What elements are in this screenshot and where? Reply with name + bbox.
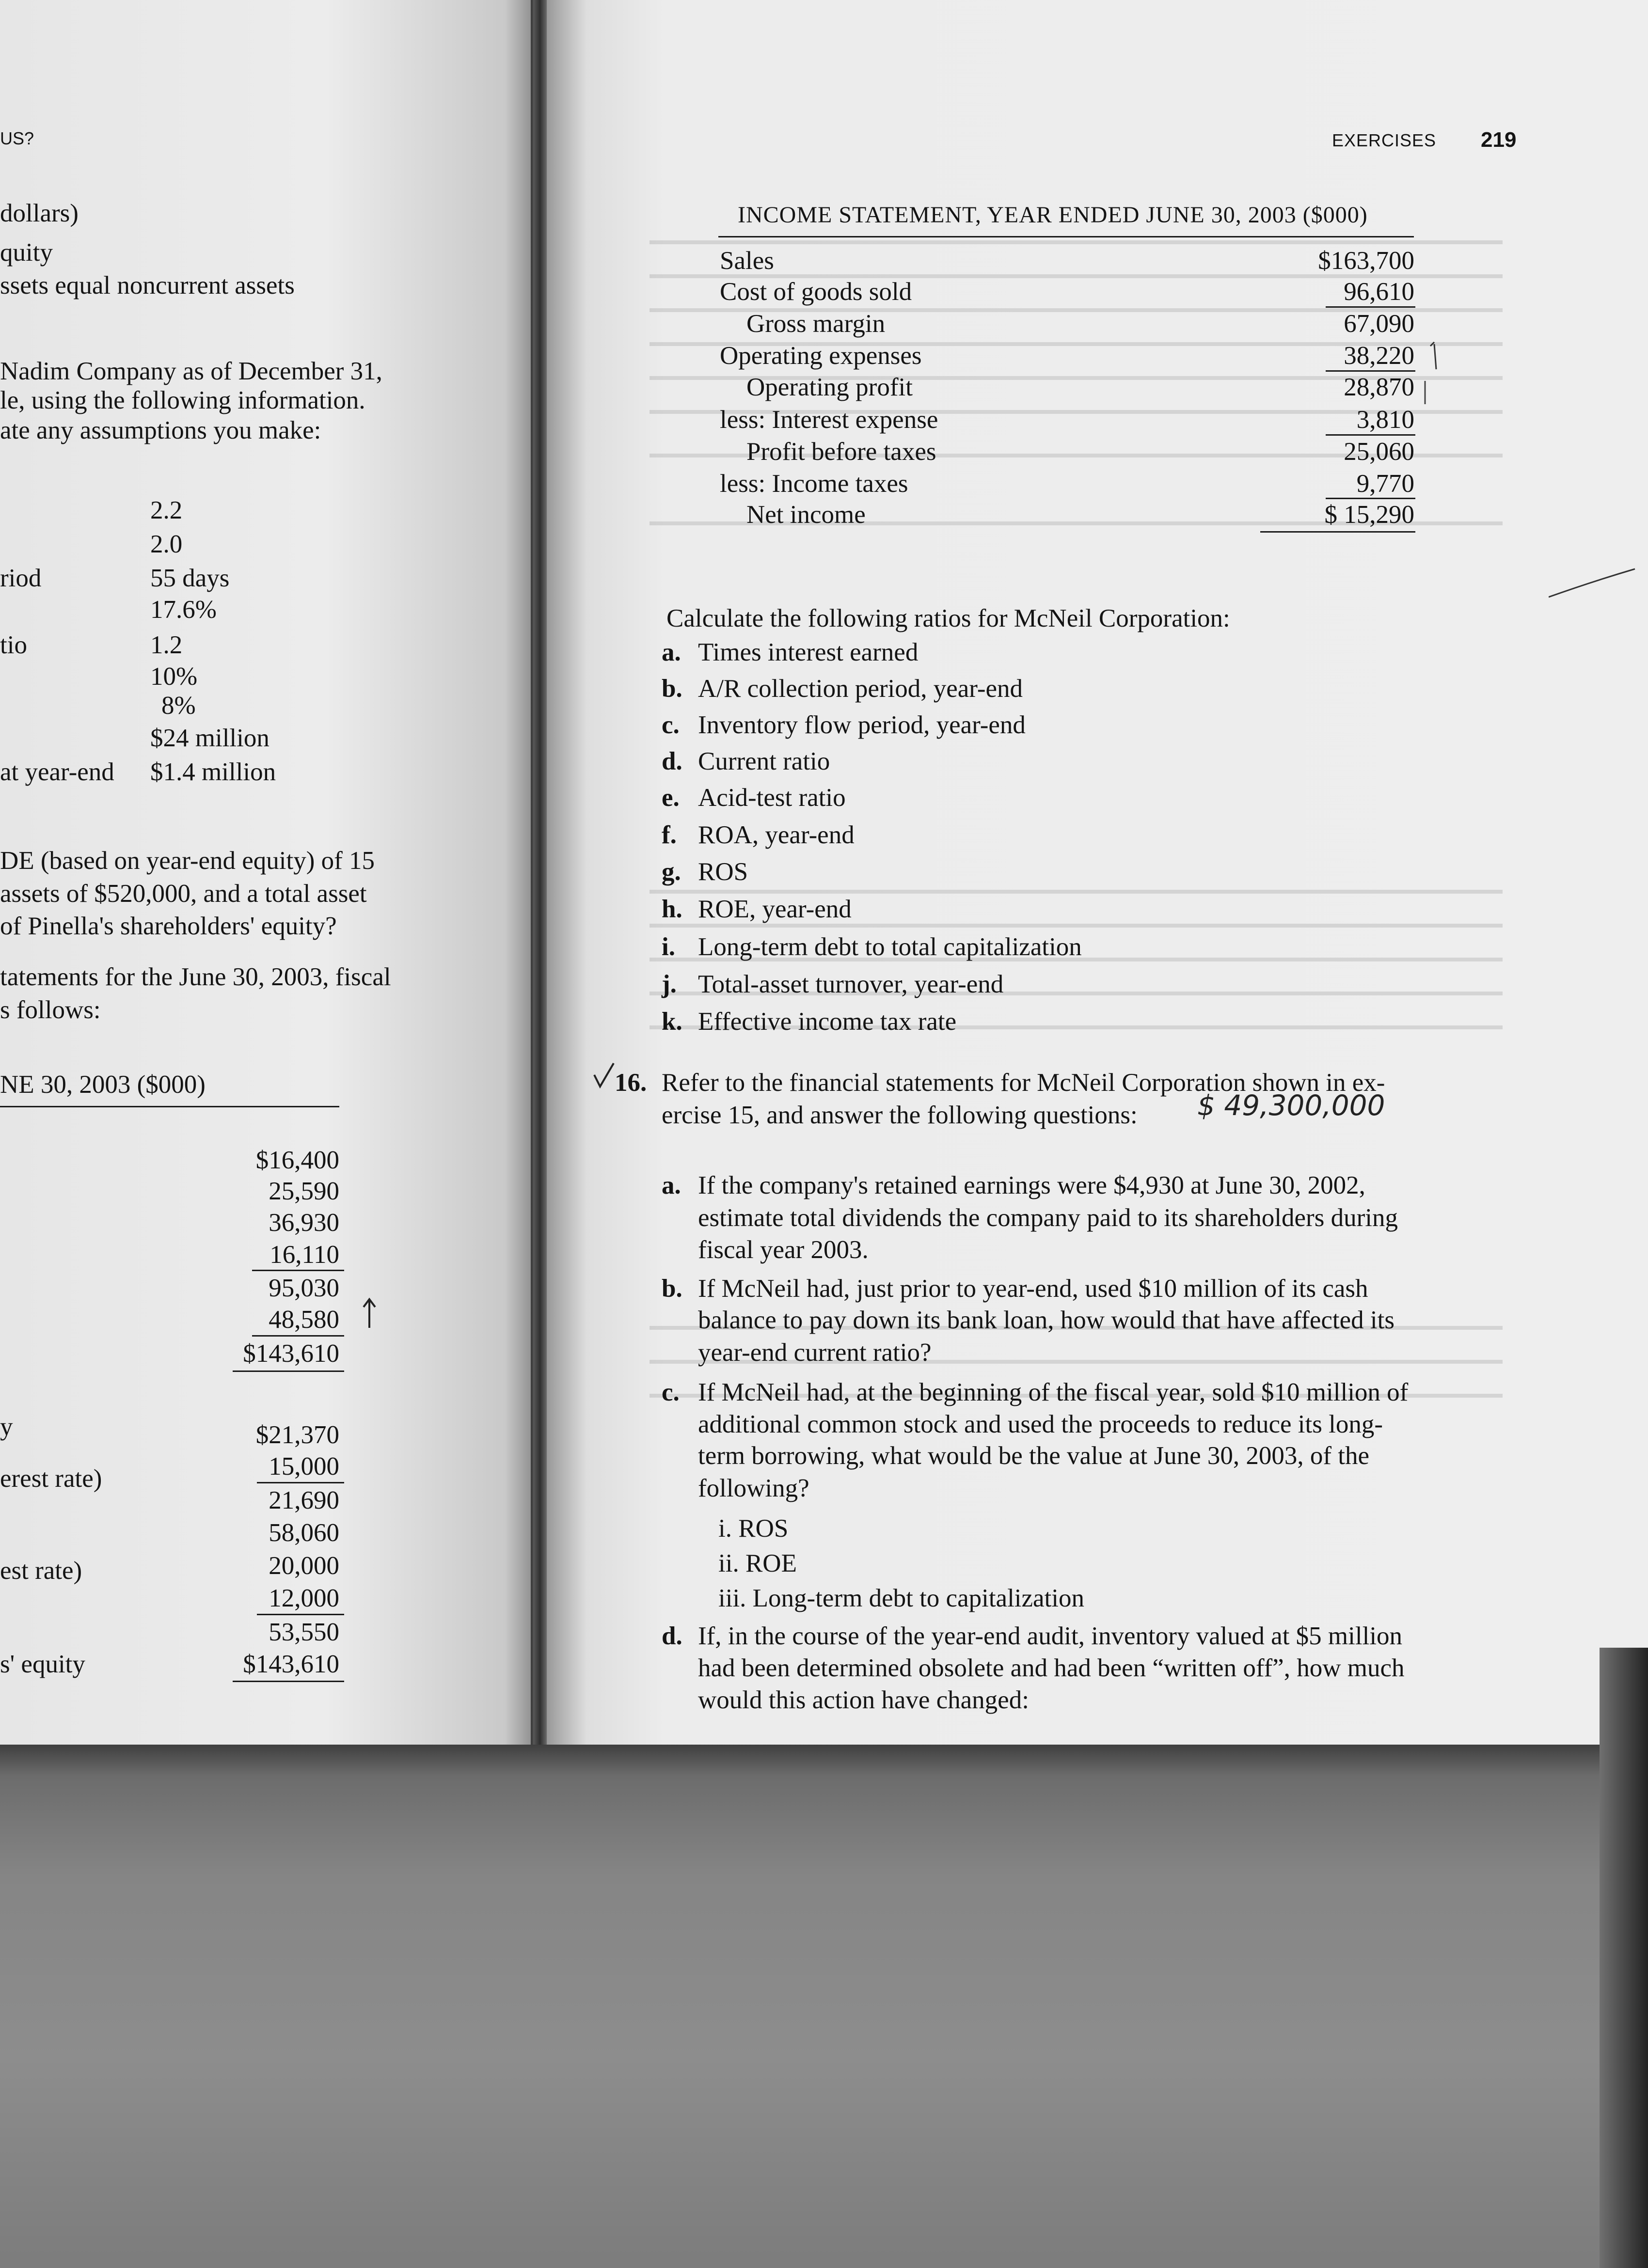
liability-value: $143,610 bbox=[243, 1650, 339, 1678]
statement-value: $163,700 bbox=[1318, 247, 1414, 275]
sum-rule bbox=[257, 1482, 344, 1483]
left-text-line: le, using the following information. bbox=[0, 386, 365, 414]
part-text: term borrowing, what would be the value at June 30, 2003, of the bbox=[698, 1442, 1370, 1470]
ratio-letter: a. bbox=[662, 638, 681, 666]
question-number: 16. bbox=[615, 1069, 647, 1097]
asset-value: 36,930 bbox=[269, 1209, 339, 1237]
asset-value: $143,610 bbox=[243, 1339, 339, 1368]
left-text-line: assets of $520,000, and a total asset bbox=[0, 880, 367, 908]
sub-item: ii. ROE bbox=[718, 1549, 797, 1577]
ratio-item: ROE, year-end bbox=[698, 895, 852, 923]
liability-value: 21,690 bbox=[269, 1486, 339, 1514]
ratio-item: Times interest earned bbox=[698, 638, 919, 666]
statement-label: Operating expenses bbox=[720, 342, 922, 370]
part-text: If McNeil had, at the beginning of the fiscal year, sold $10 million of bbox=[698, 1378, 1409, 1406]
ratio-item: A/R collection period, year-end bbox=[698, 675, 1023, 703]
left-row-label: at year-end bbox=[0, 758, 114, 786]
question-text: ercise 15, and answer the following questions: bbox=[662, 1101, 1138, 1129]
left-row-label: s' equity bbox=[0, 1650, 85, 1678]
ratio-item: Inventory flow period, year-end bbox=[698, 711, 1026, 739]
asset-value: 95,030 bbox=[269, 1274, 339, 1302]
ratio-item: ROS bbox=[698, 858, 748, 886]
running-head: EXERCISES bbox=[1332, 130, 1437, 150]
statement-label: less: Income taxes bbox=[720, 470, 908, 498]
part-letter: d. bbox=[662, 1622, 682, 1650]
page-number: 219 bbox=[1481, 128, 1517, 152]
table-rule bbox=[0, 1106, 339, 1107]
ratio-item: Total-asset turnover, year-end bbox=[698, 970, 1004, 998]
ratio-item: Effective income tax rate bbox=[698, 1008, 957, 1036]
pencil-check-mark bbox=[592, 1061, 617, 1090]
part-text: year-end current ratio? bbox=[698, 1339, 932, 1367]
part-text: If, in the course of the year-end audit, inventory valued at $5 million bbox=[698, 1622, 1403, 1650]
part-text: following? bbox=[698, 1474, 809, 1502]
ratio-item: ROA, year-end bbox=[698, 821, 855, 849]
statement-value: 67,090 bbox=[1344, 310, 1414, 338]
left-text-line: quity bbox=[0, 238, 53, 267]
liability-value: $21,370 bbox=[255, 1421, 339, 1449]
statement-value: 28,870 bbox=[1344, 373, 1414, 401]
statement-label: Net income bbox=[746, 501, 866, 529]
ratio-letter: c. bbox=[662, 711, 680, 739]
left-row-value: $24 million bbox=[150, 724, 269, 752]
sub-item: iii. Long-term debt to capitalization bbox=[718, 1584, 1085, 1612]
statement-value: 3,810 bbox=[1356, 406, 1414, 434]
left-row-value: 17.6% bbox=[150, 596, 217, 624]
liability-value: 20,000 bbox=[269, 1552, 339, 1580]
left-row-value: 2.2 bbox=[150, 496, 183, 524]
left-row-value: 8% bbox=[161, 692, 196, 720]
ratio-item: Long-term debt to total capitalization bbox=[698, 933, 1082, 961]
part-text: If McNeil had, just prior to year-end, used $10 million of its cash bbox=[698, 1275, 1368, 1303]
asset-value: 25,590 bbox=[269, 1177, 339, 1205]
book-gutter bbox=[533, 0, 547, 1774]
part-text: fiscal year 2003. bbox=[698, 1236, 869, 1264]
asset-value: $16,400 bbox=[255, 1146, 339, 1174]
ratio-letter: e. bbox=[662, 784, 680, 812]
ratio-letter: f. bbox=[662, 821, 677, 849]
left-row-value: 1.2 bbox=[150, 631, 183, 659]
left-text-line: ate any assumptions you make: bbox=[0, 416, 321, 444]
liability-value: 15,000 bbox=[269, 1452, 339, 1480]
statement-value: 9,770 bbox=[1356, 470, 1414, 498]
handwritten-answer: $ 49,300,000 bbox=[1197, 1089, 1385, 1122]
part-letter: b. bbox=[662, 1275, 682, 1303]
ratio-letter: b. bbox=[662, 675, 682, 703]
statement-value: 38,220 bbox=[1344, 342, 1414, 370]
sum-rule bbox=[252, 1335, 344, 1337]
statement-label: Sales bbox=[720, 247, 774, 275]
liability-value: 58,060 bbox=[269, 1519, 339, 1547]
part-text: balance to pay down its bank loan, how would that have affected its bbox=[698, 1306, 1394, 1334]
statement-value: $ 15,290 bbox=[1324, 501, 1414, 529]
ratio-letter: j. bbox=[662, 970, 677, 998]
sum-rule bbox=[257, 1614, 344, 1615]
asset-value: 16,110 bbox=[269, 1241, 339, 1269]
left-text-line: tatements for the June 30, 2003, fiscal bbox=[0, 963, 391, 991]
question-text: Refer to the financial statements for McNeil Corporation shown in ex- bbox=[662, 1069, 1385, 1097]
total-rule bbox=[233, 1370, 344, 1372]
scanner-shadow bbox=[0, 1745, 1648, 2268]
pencil-stroke-mark bbox=[1549, 567, 1636, 601]
left-row-value: 55 days bbox=[150, 564, 230, 592]
left-row-label: y bbox=[0, 1413, 13, 1441]
part-letter: c. bbox=[662, 1378, 680, 1406]
sub-item: i. ROS bbox=[718, 1514, 789, 1543]
statement-label: Cost of goods sold bbox=[720, 278, 912, 306]
ratio-letter: k. bbox=[662, 1008, 682, 1036]
ratio-letter: h. bbox=[662, 895, 682, 923]
statement-label: Operating profit bbox=[746, 373, 913, 401]
part-text: had been determined obsolete and had been “written off”, how much bbox=[698, 1654, 1405, 1682]
bleed-through-texture bbox=[630, 184, 1551, 1686]
part-letter: a. bbox=[662, 1171, 681, 1199]
left-row-label: tio bbox=[0, 631, 27, 659]
part-text: additional common stock and used the proceeds to reduce its long- bbox=[698, 1410, 1383, 1438]
liability-value: 12,000 bbox=[269, 1584, 339, 1612]
page-edge-shadow bbox=[1600, 1648, 1648, 2268]
ratio-item: Acid-test ratio bbox=[698, 784, 846, 812]
part-text: would this action have changed: bbox=[698, 1686, 1029, 1714]
statement-label: Profit before taxes bbox=[746, 438, 936, 466]
ratio-letter: g. bbox=[662, 858, 681, 886]
ratio-letter: d. bbox=[662, 747, 682, 775]
total-rule bbox=[233, 1681, 344, 1682]
left-text-line: ssets equal noncurrent assets bbox=[0, 271, 295, 299]
left-text-line: Nadim Company as of December 31, bbox=[0, 357, 382, 385]
statement-label: Gross margin bbox=[746, 310, 886, 338]
liability-value: 53,550 bbox=[269, 1618, 339, 1646]
statement-value: 96,610 bbox=[1344, 278, 1414, 306]
ratio-intro: Calculate the following ratios for McNeil Corporation: bbox=[666, 604, 1230, 632]
sum-rule bbox=[252, 1270, 344, 1271]
left-text-line: s follows: bbox=[0, 996, 101, 1024]
pencil-arrow-mark bbox=[360, 1296, 379, 1330]
left-row-label: riod bbox=[0, 564, 42, 592]
left-running-head: US? bbox=[0, 128, 34, 148]
ratio-item: Current ratio bbox=[698, 747, 830, 775]
ratio-letter: i. bbox=[662, 933, 675, 961]
left-row-value: 2.0 bbox=[150, 530, 183, 558]
asset-value: 48,580 bbox=[269, 1306, 339, 1334]
part-text: If the company's retained earnings were $4,930 at June 30, 2002, bbox=[698, 1171, 1365, 1199]
left-text-line: DE (based on year-end equity) of 15 bbox=[0, 847, 375, 875]
left-row-label: est rate) bbox=[0, 1557, 82, 1585]
statement-label: less: Interest expense bbox=[720, 406, 938, 434]
left-row-value: $1.4 million bbox=[150, 758, 276, 786]
statement-title: INCOME STATEMENT, YEAR ENDED JUNE 30, 2003 ($000) bbox=[738, 202, 1368, 228]
part-text: estimate total dividends the company paid to its shareholders during bbox=[698, 1204, 1398, 1232]
left-row-label: erest rate) bbox=[0, 1465, 102, 1493]
left-table-title: NE 30, 2003 ($000) bbox=[0, 1071, 206, 1099]
left-row-value: 10% bbox=[150, 662, 198, 691]
left-text-line: dollars) bbox=[0, 199, 79, 227]
left-text-line: of Pinella's shareholders' equity? bbox=[0, 912, 337, 940]
statement-value: 25,060 bbox=[1344, 438, 1414, 466]
